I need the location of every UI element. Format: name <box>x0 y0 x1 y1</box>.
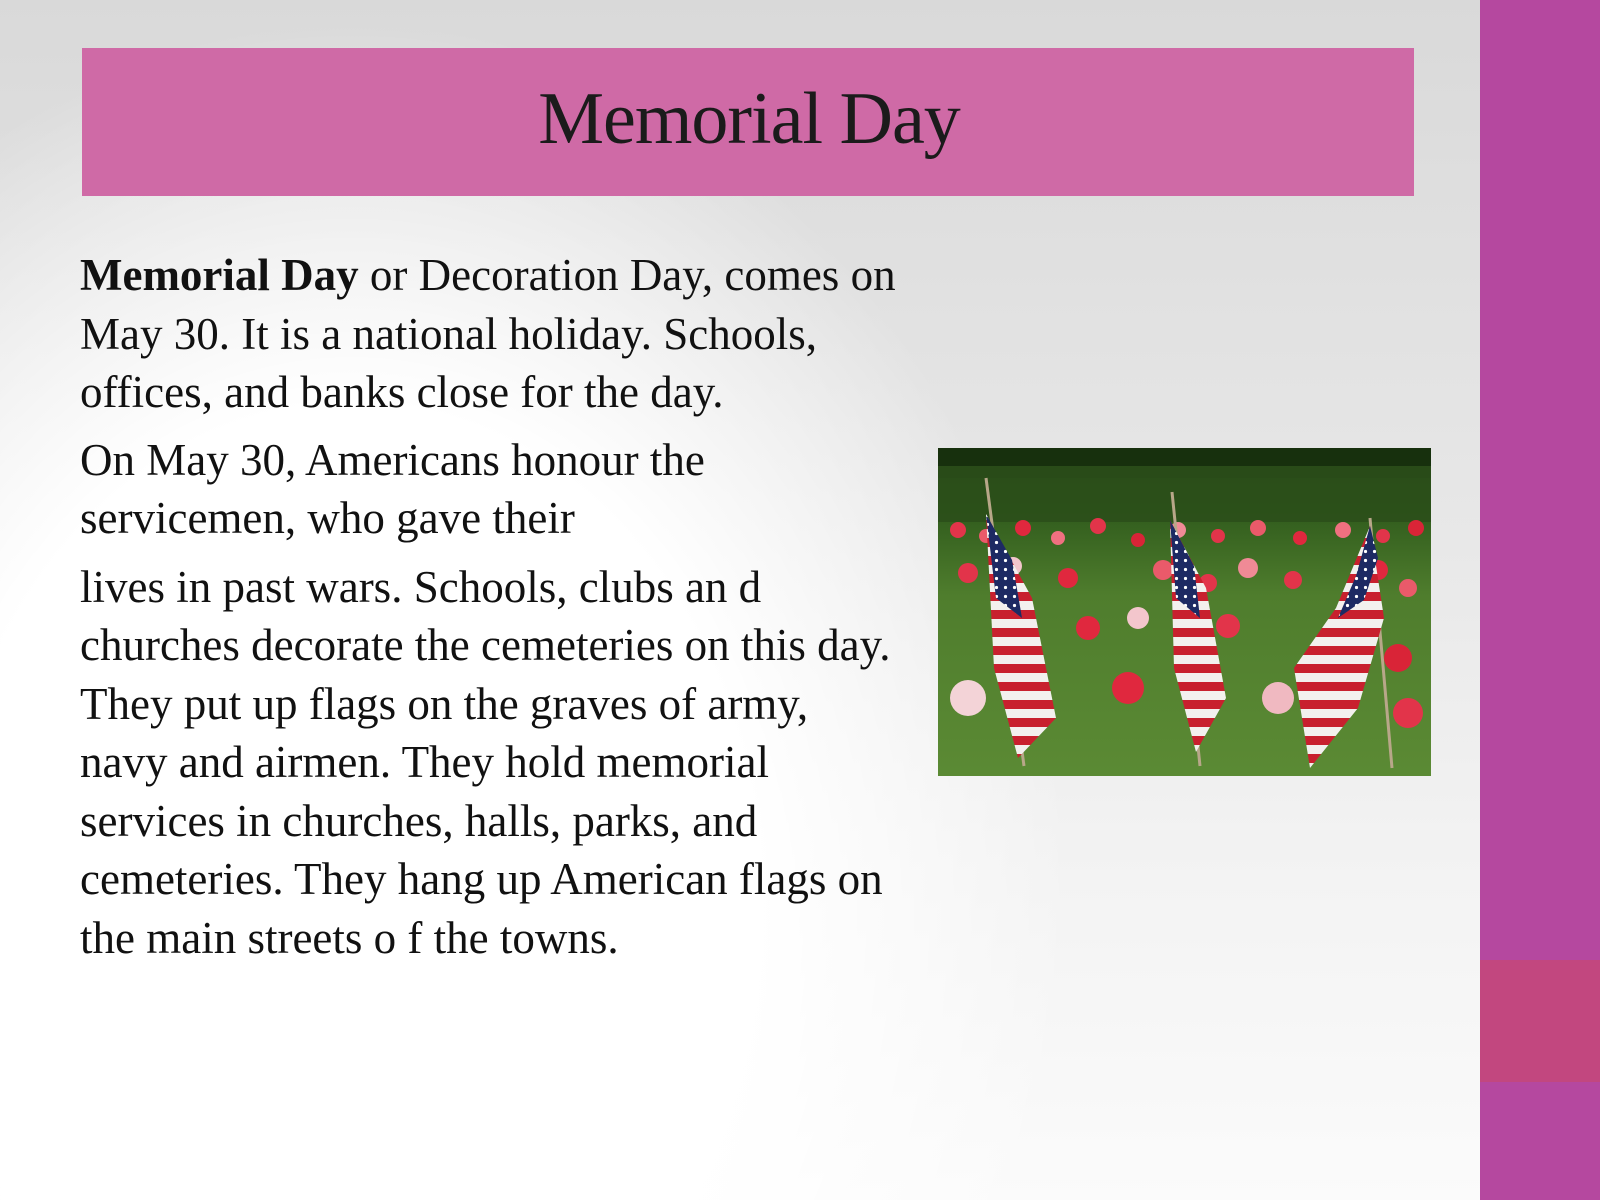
paragraph-2: On May 30, Americans honour the servicemen, who gave their <box>80 434 705 543</box>
side-decor-accent <box>1480 960 1600 1082</box>
body-text <box>80 246 900 967</box>
title-band <box>82 48 1414 196</box>
flags-in-cemetery-photo-icon <box>938 448 1431 776</box>
paragraph-1-rest: or Decoration Day, comes on May 30. It is a national holiday. Schools, offices, and banks close for the day. <box>80 250 896 417</box>
slide-title: Memorial Day <box>538 77 960 160</box>
paragraph-1-bold: Memorial Day <box>80 250 359 300</box>
paragraph-1 <box>80 246 900 422</box>
paragraph-3: lives in past wars. Schools, clubs an d churches decorate the cemeteries on this day. They put up flags on the graves of army, navy and airmen. They hold memorial services in churches, halls, parks, and cemeteries. They hang up American flags on the main streets o f the towns. <box>80 561 891 963</box>
flags-photo <box>938 448 1431 776</box>
